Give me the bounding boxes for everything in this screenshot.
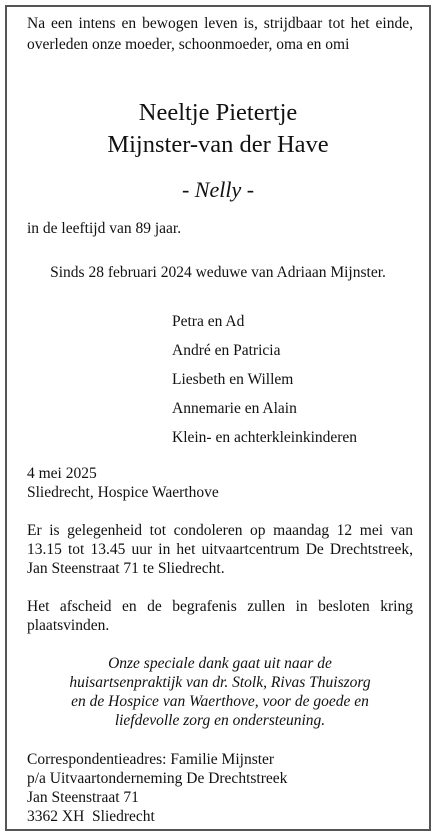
thanks-line: huisartsenpraktijk van dr. Stolk, Rivas Thuiszorg — [69, 674, 371, 691]
intro-text: Na een intens en bewogen leven is, strijdbaar tot het einde, overleden onze moeder, schoonmoeder, oma en omi — [27, 15, 413, 53]
thanks-line: liefdevolle zorg en ondersteuning. — [114, 712, 326, 729]
nickname: - Nelly - — [181, 177, 255, 202]
address-line: p/a Uitvaartonderneming De Drechtstreek — [27, 770, 288, 787]
address-line: Jan Steenstraat 71 — [27, 789, 139, 806]
deceased-name-first: Neeltje Pietertje — [138, 99, 298, 126]
thanks-line: en de Hospice van Waerthove, voor de goede en — [71, 693, 369, 710]
thanks-line: Onze speciale dank gaat uit naar de — [108, 655, 332, 672]
widow-text: Sinds 28 februari 2024 weduwe van Adriaan Mijnster. — [50, 264, 386, 281]
family-member: Petra en Ad — [172, 313, 245, 330]
place-text: Sliedrecht, Hospice Waerthove — [27, 484, 219, 501]
family-member: Annemarie en Alain — [172, 400, 297, 417]
deceased-name-last: Mijnster-van der Have — [107, 131, 329, 158]
age-text: in de leeftijd van 89 jaar. — [27, 220, 182, 237]
address-line: Correspondentieadres: Familie Mijnster — [27, 751, 275, 768]
family-member: André en Patricia — [172, 342, 281, 359]
condolence-text: Er is gelegenheid tot condoleren op maandag 12 mei van 13.15 tot 13.45 uur in het uitvaartcentrum De Drechtstreek, Jan Steenstraat 71 te Sliedrecht. — [27, 522, 413, 577]
obituary-card — [5, 5, 431, 831]
family-member: Klein- en achterkleinkinderen — [172, 429, 358, 446]
date-text: 4 mei 2025 — [27, 465, 97, 482]
farewell-text: Het afscheid en de begrafenis zullen in besloten kring plaatsvinden. — [27, 598, 413, 634]
address-line: 3362 XH Sliedrecht — [27, 808, 155, 825]
family-member: Liesbeth en Willem — [172, 371, 294, 388]
